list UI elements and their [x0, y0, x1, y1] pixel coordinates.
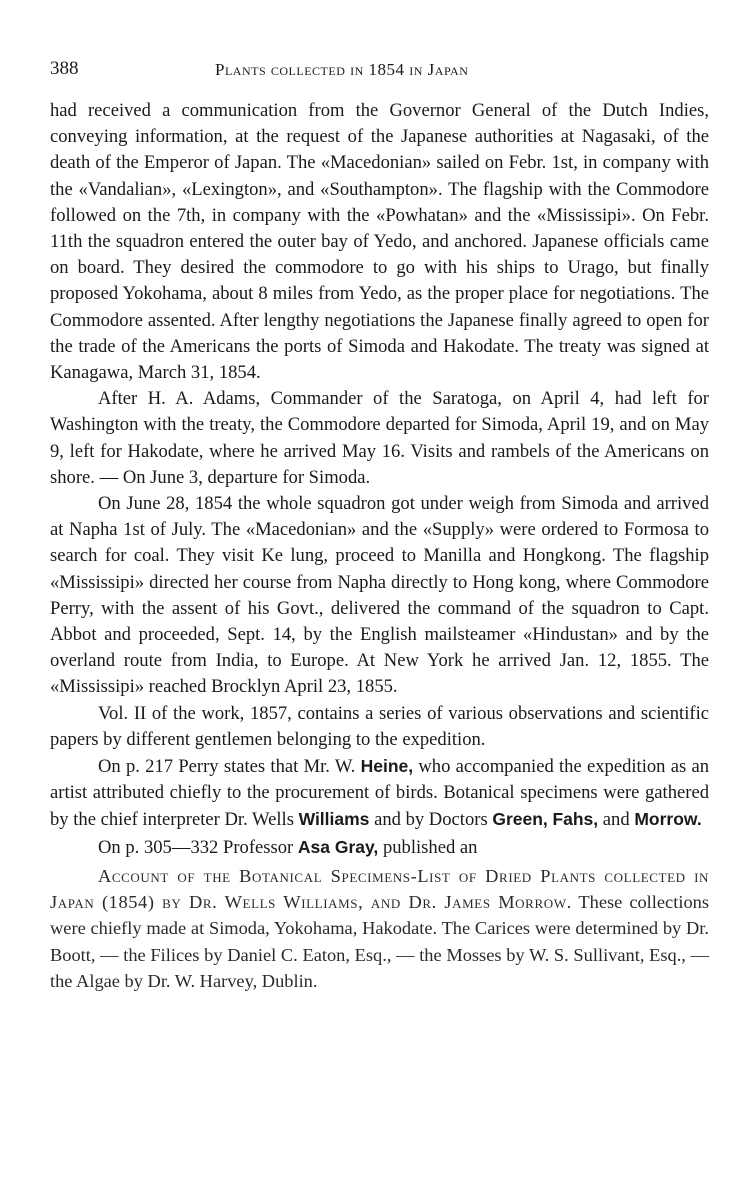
name-green: Green, — [492, 809, 548, 830]
p5-text-a: On p. 217 Perry states that Mr. W. — [98, 756, 361, 778]
running-head: Plants collected in 1854 in Japan — [215, 60, 469, 79]
account-paragraph — [50, 863, 709, 994]
paragraph-6 — [50, 834, 709, 861]
paragraph-3: On June 28, 1854 the whole squadron got under weigh from Simoda and arrived at Napha 1st of July. The «Macedonian» and the «Supply» were ordered to Formosa to search for coal. They visit Ke lung, proceed to Manilla and Hongkong. The flagship «Mississipi» directed her course from Napha directly to Hong kong, where Commodore Perry, with the assent of his Govt., delivered the command of the squadron to Capt. Abbot and proceeded, Sept. 14, by the English mailsteamer «Hindustan» and by the overland route from India, to Europe. At New York he arrived Jan. 12, 1855. The «Mississipi» reached Brocklyn April 23, 1855. — [50, 493, 709, 698]
page-number: 388 — [50, 58, 79, 79]
p6-text-b: published an — [378, 836, 478, 858]
name-morrow: Morrow. — [634, 809, 702, 830]
page-header — [50, 58, 709, 98]
p5-text-c: and by Doctors — [369, 809, 493, 831]
body-text — [50, 98, 709, 861]
paragraph-2: After H. A. Adams, Commander of the Saratoga, on April 4, had left for Washington with the treaty, the Commodore departed for Simoda, April 19, and on May 9, left for Hakodate, where he arrived May 16. Visits and rambels of the Americans on shore. — On June 3, departure for Simoda. — [50, 388, 709, 488]
paragraph-5 — [50, 753, 709, 834]
name-heine: Heine, — [360, 756, 414, 777]
name-asa-gray: Asa Gray, — [297, 836, 379, 857]
p6-text-a: On p. 305—332 Professor — [98, 836, 298, 858]
account-text: These collections were chiefly made at Simoda, Yokohama, Hakodate. The Carices were determined by Dr. Boott, — the Filices by Daniel C. Eaton, Esq., — the Mosses by W. S. Sullivant, Esq., — the Algae by Dr. W. Harvey, Dublin. — [50, 892, 709, 991]
p5-text-b: who accompanied the expedition as an artist attributed chiefly to the procurement of birds. Botanical specimens were gathered by the chief interpreter Dr. Wells — [50, 756, 710, 831]
paragraph-1: had received a communication from the Governor General of the Dutch Indies, conveying information, at the request of the Japanese authorities at Nagasaki, of the death of the Emperor of Japan. The «Macedonian» sailed on Febr. 1st, in company with the «Vandalian», «Lexington», and «Southampton». The flagship with the Commodore followed on the 7th, in company with the «Powhatan» and the «Mississipi». On Febr. 11th the squadron entered the outer bay of Yedo, and anchored. Japanese officials came on board. They desired the commodore to go with his ships to Urago, but finally proposed Yokohama, about 8 miles from Yedo, as the proper place for negotiations. The Commodore assented. After lengthy negotiations the Japanese finally agreed to open for the trade of the Americans the ports of Simoda and Hakodate. The treaty was signed at Kanagawa, March 31, 1854. — [50, 100, 709, 384]
account-title: Account of the Botanical Specimens-List of Dried Plants collected in Japan (1854) by Dr. Wells Williams, and Dr. James Morrow. — [50, 865, 709, 913]
name-fahs: Fahs, — [552, 809, 599, 830]
name-williams: Williams — [298, 809, 370, 830]
paragraph-4: Vol. II of the work, 1857, contains a series of various observations and scientific papers by different gentlemen belonging to the expedition. — [50, 702, 709, 750]
p5-text-e: and — [598, 809, 635, 831]
account-section — [50, 863, 709, 994]
